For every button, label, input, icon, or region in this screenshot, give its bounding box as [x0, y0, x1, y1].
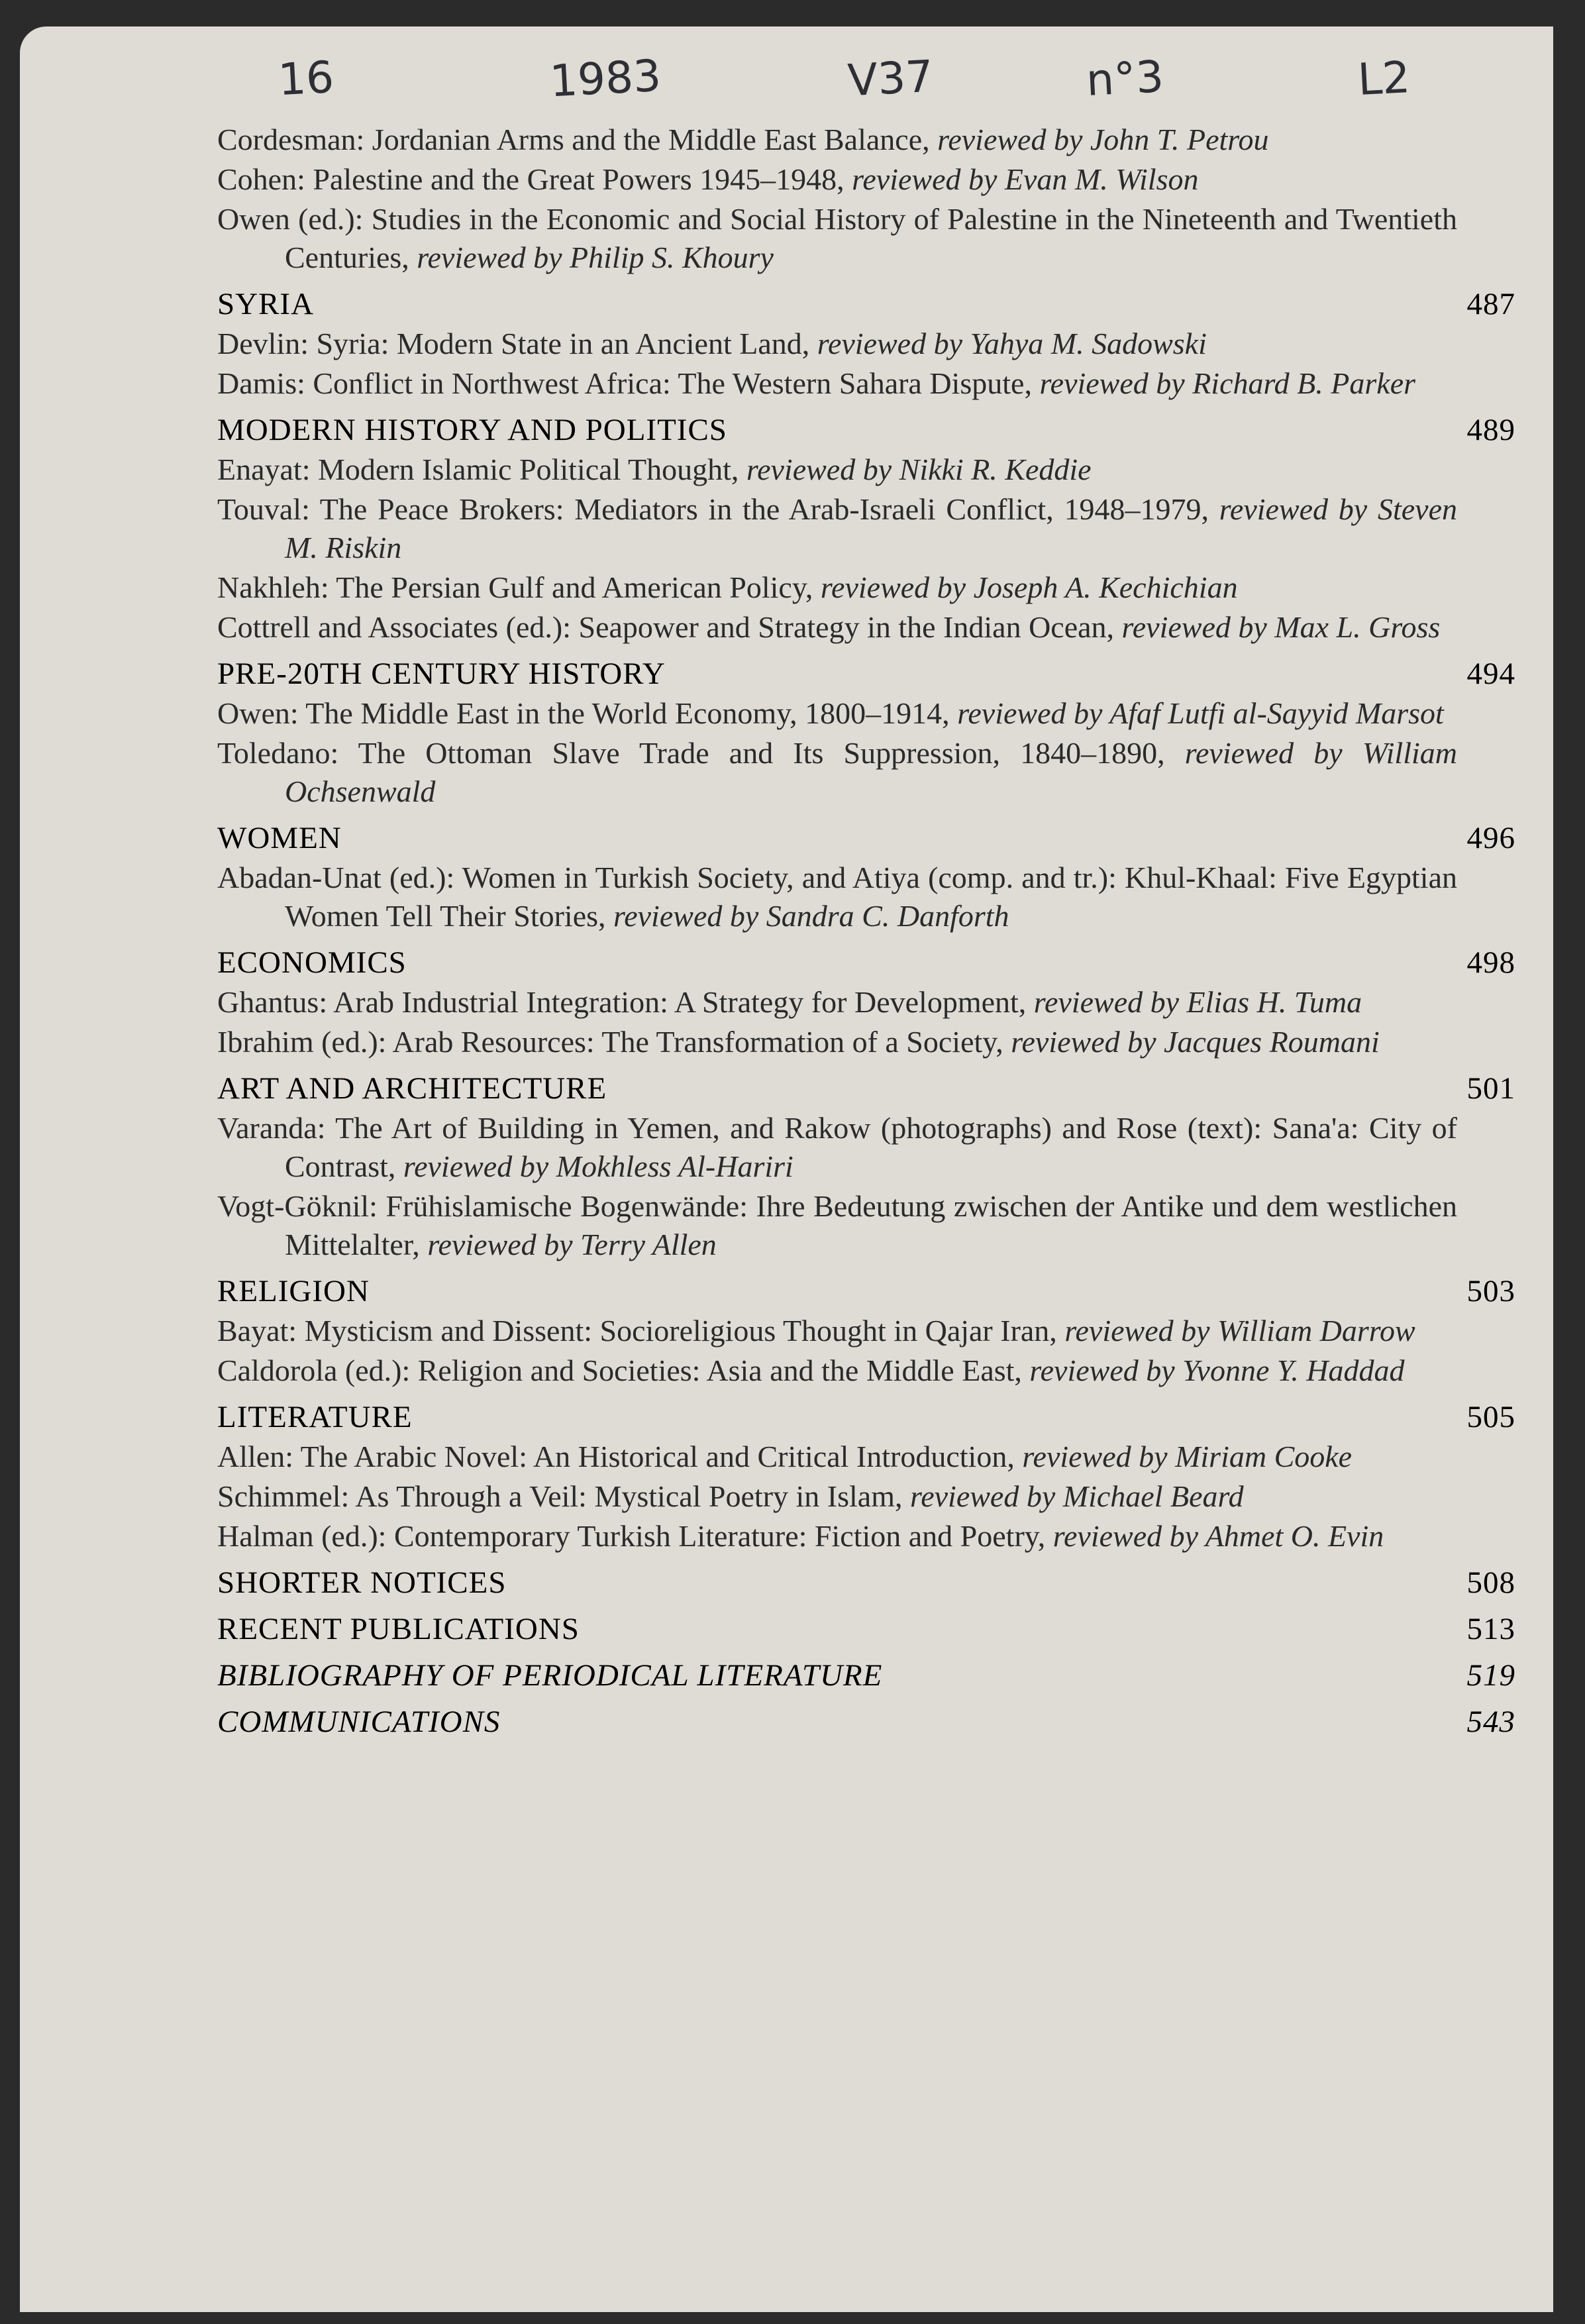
page-number: 505	[1466, 1400, 1515, 1434]
review-entry	[217, 694, 1457, 733]
page-number: 508	[1466, 1565, 1515, 1600]
handnote: n°3	[1085, 50, 1165, 107]
reviewer-credit: reviewed by William Darrow	[1064, 1314, 1415, 1347]
section-heading	[217, 1563, 1515, 1602]
review-entry	[217, 490, 1457, 567]
reviewer-credit: reviewed by Philip S. Khoury	[417, 240, 774, 274]
page-number: 498	[1466, 945, 1515, 980]
reviewer-credit: reviewed by John T. Petrou	[937, 123, 1269, 156]
section-title: SYRIA	[217, 287, 315, 321]
handnote: L2	[1356, 51, 1411, 106]
review-entry	[217, 325, 1457, 363]
section-title: COMMUNICATIONS	[217, 1705, 501, 1739]
book-title: Toledano: The Ottoman Slave Trade and Its Suppression, 1840–1890,	[217, 736, 1185, 770]
book-title: Ghantus: Arab Industrial Integration: A Strategy for Development,	[217, 985, 1034, 1019]
review-entry	[217, 200, 1457, 277]
section-title: MODERN HISTORY AND POLITICS	[217, 413, 727, 447]
review-entry	[217, 1187, 1457, 1264]
reviewer-credit: reviewed by Richard B. Parker	[1039, 366, 1416, 400]
table-of-contents	[217, 119, 1515, 1741]
section-title: WOMEN	[217, 821, 342, 855]
reviewer-credit: reviewed by Mokhless Al-Hariri	[403, 1149, 793, 1183]
review-entry	[217, 859, 1457, 935]
section-heading	[217, 819, 1515, 857]
page-number: 519	[1466, 1658, 1515, 1693]
book-title: Damis: Conflict in Northwest Africa: The Western Sahara Dispute,	[217, 366, 1040, 400]
page-number: 487	[1466, 287, 1515, 321]
review-entry	[217, 1517, 1457, 1556]
book-title: Cottrell and Associates (ed.): Seapower and Strategy in the Indian Ocean,	[217, 610, 1122, 644]
handnote: 16	[277, 51, 335, 106]
book-title: Owen: The Middle East in the World Economy, 1800–1914,	[217, 696, 958, 730]
review-entry	[217, 1351, 1457, 1390]
section-title: ART AND ARCHITECTURE	[217, 1071, 607, 1106]
reviewer-credit: reviewed by Nikki R. Keddie	[746, 452, 1092, 486]
reviewer-credit: reviewed by Joseph A. Kechichian	[820, 570, 1238, 604]
review-entry	[217, 121, 1457, 159]
reviewer-credit: reviewed by Afaf Lutfi al-Sayyid Marsot	[957, 696, 1444, 730]
section-title: SHORTER NOTICES	[217, 1565, 507, 1600]
book-title: Owen (ed.): Studies in the Economic and Social History of Palestine in the Nineteenth and Twentieth Centuries,	[217, 202, 1457, 274]
review-entry	[217, 1477, 1457, 1516]
handnote: V37	[846, 50, 935, 107]
reviewer-credit: reviewed by Michael Beard	[910, 1479, 1244, 1513]
book-title: Abadan-Unat (ed.): Women in Turkish Society, and Atiya (comp. and tr.): Khul-Khaal: Five Egyptian Women Tell Their Stories,	[217, 861, 1457, 933]
section-heading	[217, 285, 1515, 323]
page-number: 496	[1466, 821, 1515, 855]
review-entry	[217, 983, 1457, 1022]
section-heading	[217, 1610, 1515, 1648]
section-heading	[217, 411, 1515, 449]
page-number: 494	[1466, 657, 1515, 691]
section-heading	[217, 655, 1515, 693]
document-page	[20, 26, 1553, 2312]
reviewer-credit: reviewed by Sandra C. Danforth	[613, 899, 1009, 933]
book-title: Vogt-Göknil: Frühislamische Bogenwände: Ihre Bedeutung zwischen der Antike und dem westlichen Mittelalter,	[217, 1189, 1457, 1261]
review-entry	[217, 1312, 1457, 1350]
section-title: BIBLIOGRAPHY OF PERIODICAL LITERATURE	[217, 1658, 883, 1693]
reviewer-credit: reviewed by Evan M. Wilson	[852, 162, 1199, 196]
reviewer-credit: reviewed by Max L. Gross	[1121, 610, 1441, 644]
reviewer-credit: reviewed by Terry Allen	[427, 1228, 717, 1261]
section-heading	[217, 1656, 1515, 1695]
section-title: ECONOMICS	[217, 945, 407, 980]
section-heading	[217, 1069, 1515, 1108]
reviewer-credit: reviewed by William Ochsenwald	[285, 736, 1457, 808]
review-entry	[217, 160, 1457, 199]
book-title: Cohen: Palestine and the Great Powers 1945–1948,	[217, 162, 852, 196]
section-title: RECENT PUBLICATIONS	[217, 1612, 580, 1646]
book-title: Varanda: The Art of Building in Yemen, and Rakow (photographs) and Rose (text): Sana'a: City of Contrast,	[217, 1111, 1457, 1183]
book-title: Touval: The Peace Brokers: Mediators in the Arab-Israeli Conflict, 1948–1979,	[217, 492, 1219, 526]
section-heading	[217, 1703, 1515, 1741]
book-title: Halman (ed.): Contemporary Turkish Literature: Fiction and Poetry,	[217, 1519, 1053, 1553]
reviewer-credit: reviewed by Miriam Cooke	[1022, 1440, 1353, 1473]
review-entry	[217, 568, 1457, 607]
review-entry	[217, 1109, 1457, 1186]
handnote: 1983	[548, 50, 662, 107]
section-heading	[217, 1398, 1515, 1436]
book-title: Caldorola (ed.): Religion and Societies: Asia and the Middle East,	[217, 1353, 1030, 1387]
section-heading	[217, 1272, 1515, 1310]
reviewer-credit: reviewed by Steven M. Riskin	[285, 492, 1457, 564]
page-number: 489	[1466, 413, 1515, 447]
page-number: 503	[1466, 1274, 1515, 1308]
book-title: Enayat: Modern Islamic Political Thought,	[217, 452, 746, 486]
review-entry	[217, 364, 1457, 403]
handwritten-notes	[20, 40, 1553, 119]
book-title: Nakhleh: The Persian Gulf and American Policy,	[217, 570, 821, 604]
reviewer-credit: reviewed by Ahmet O. Evin	[1052, 1519, 1384, 1553]
page-number: 513	[1466, 1612, 1515, 1646]
section-title: LITERATURE	[217, 1400, 413, 1434]
book-title: Ibrahim (ed.): Arab Resources: The Transformation of a Society,	[217, 1025, 1011, 1059]
reviewer-credit: reviewed by Jacques Roumani	[1011, 1025, 1380, 1059]
review-entry	[217, 734, 1457, 811]
section-heading	[217, 943, 1515, 982]
book-title: Allen: The Arabic Novel: An Historical and Critical Introduction,	[217, 1440, 1023, 1473]
review-entry	[217, 1023, 1457, 1061]
review-entry	[217, 450, 1457, 489]
section-title: RELIGION	[217, 1274, 370, 1308]
section-title: PRE-20TH CENTURY HISTORY	[217, 657, 666, 691]
review-entry	[217, 1438, 1457, 1476]
book-title: Schimmel: As Through a Veil: Mystical Poetry in Islam,	[217, 1479, 911, 1513]
book-title: Devlin: Syria: Modern State in an Ancient Land,	[217, 327, 817, 360]
reviewer-credit: reviewed by Yvonne Y. Haddad	[1029, 1353, 1405, 1387]
book-title: Cordesman: Jordanian Arms and the Middle East Balance,	[217, 123, 938, 156]
page-number: 543	[1466, 1705, 1515, 1739]
review-entry	[217, 608, 1457, 647]
reviewer-credit: reviewed by Yahya M. Sadowski	[817, 327, 1207, 360]
book-title: Bayat: Mysticism and Dissent: Socioreligious Thought in Qajar Iran,	[217, 1314, 1065, 1347]
page-number: 501	[1466, 1071, 1515, 1106]
reviewer-credit: reviewed by Elias H. Tuma	[1033, 985, 1362, 1019]
